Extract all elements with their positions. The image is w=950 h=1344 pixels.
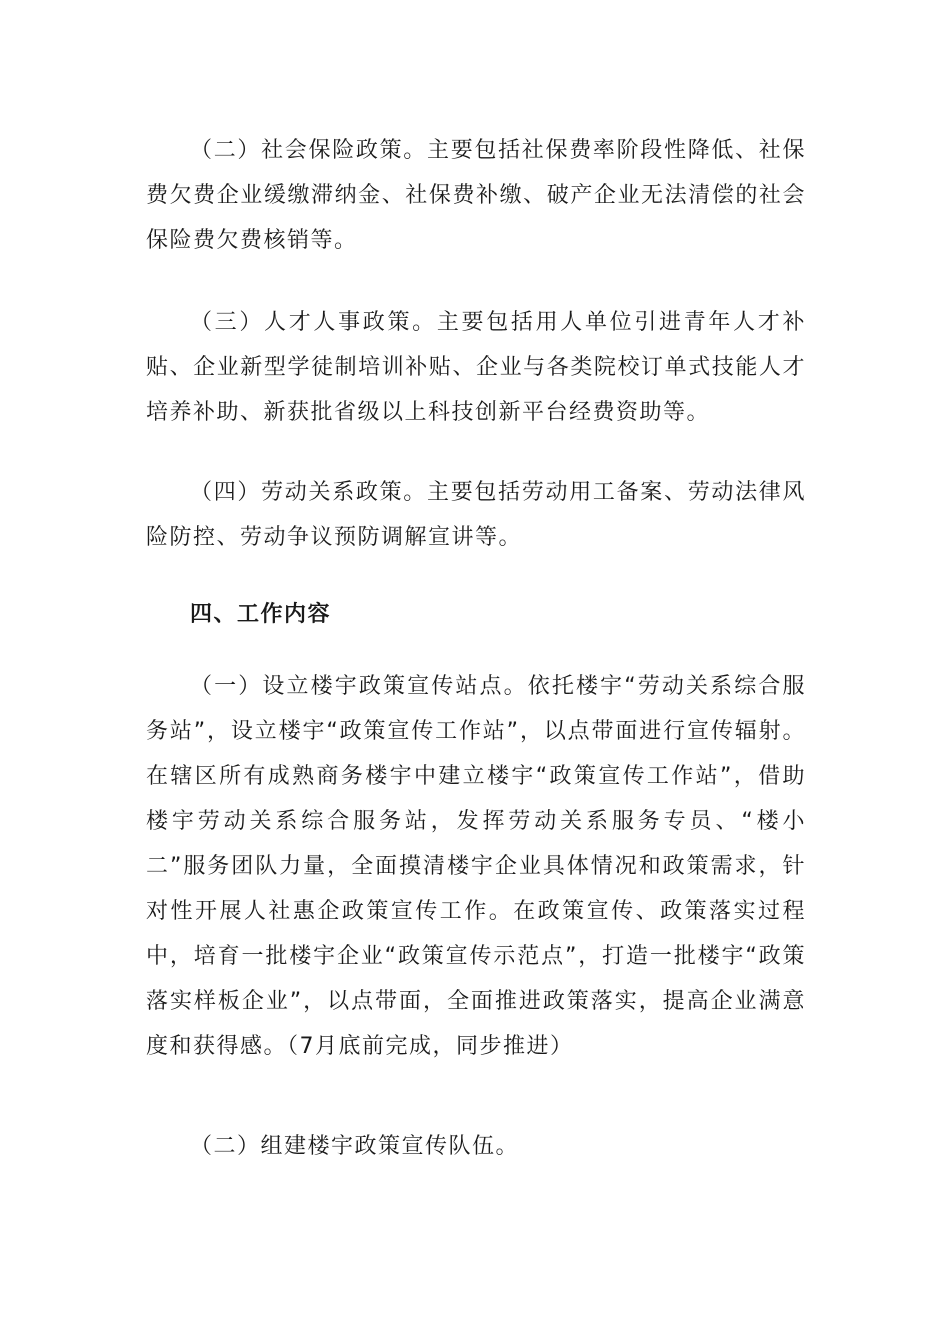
section-heading-work-content: 四、工作内容 [190,602,332,627]
paragraph-labor-relations-policy: （四）劳动关系政策。主要包括劳动用工备案、劳动法律风险防控、劳动争议预防调解宣讲等。 [146,480,806,550]
paragraph-policy-publicity-stations: （一）设立楼宇政策宣传站点。依托楼宇“劳动关系综合服务站”，设立楼宇“政策宣传工作站”，以点带面进行宣传辐射。在辖区所有成熟商务楼宇中建立楼宇“政策宣传工作站”，借助楼宇劳动关系综合服务站，发挥劳动关系服务专员、“楼小二”服务团队力量，全面摸清楼宇企业具体情况和政策需求，针对性开展人社惠企政策宣传工作。在政策宣传、政策落实过程中，培育一批楼宇企业“政策宣传示范点”，打造一批楼宇“政策落实样板企业”，以点带面，全面推进政策落实，提高企业满意度和获得感。（7月底前完成，同步推进） [146,674,806,1059]
paragraph-social-insurance-policy: （二）社会保险政策。主要包括社保费率阶段性降低、社保费欠费企业缓缴滞纳金、社保费补缴、破产企业无法清偿的社会保险费欠费核销等。 [146,138,806,253]
paragraph-publicity-team: （二）组建楼宇政策宣传队伍。 [190,1134,520,1159]
paragraph-talent-personnel-policy: （三）人才人事政策。主要包括用人单位引进青年人才补贴、企业新型学徒制培训补贴、企业与各类院校订单式技能人才培养补助、新获批省级以上科技创新平台经费资助等。 [146,310,806,425]
